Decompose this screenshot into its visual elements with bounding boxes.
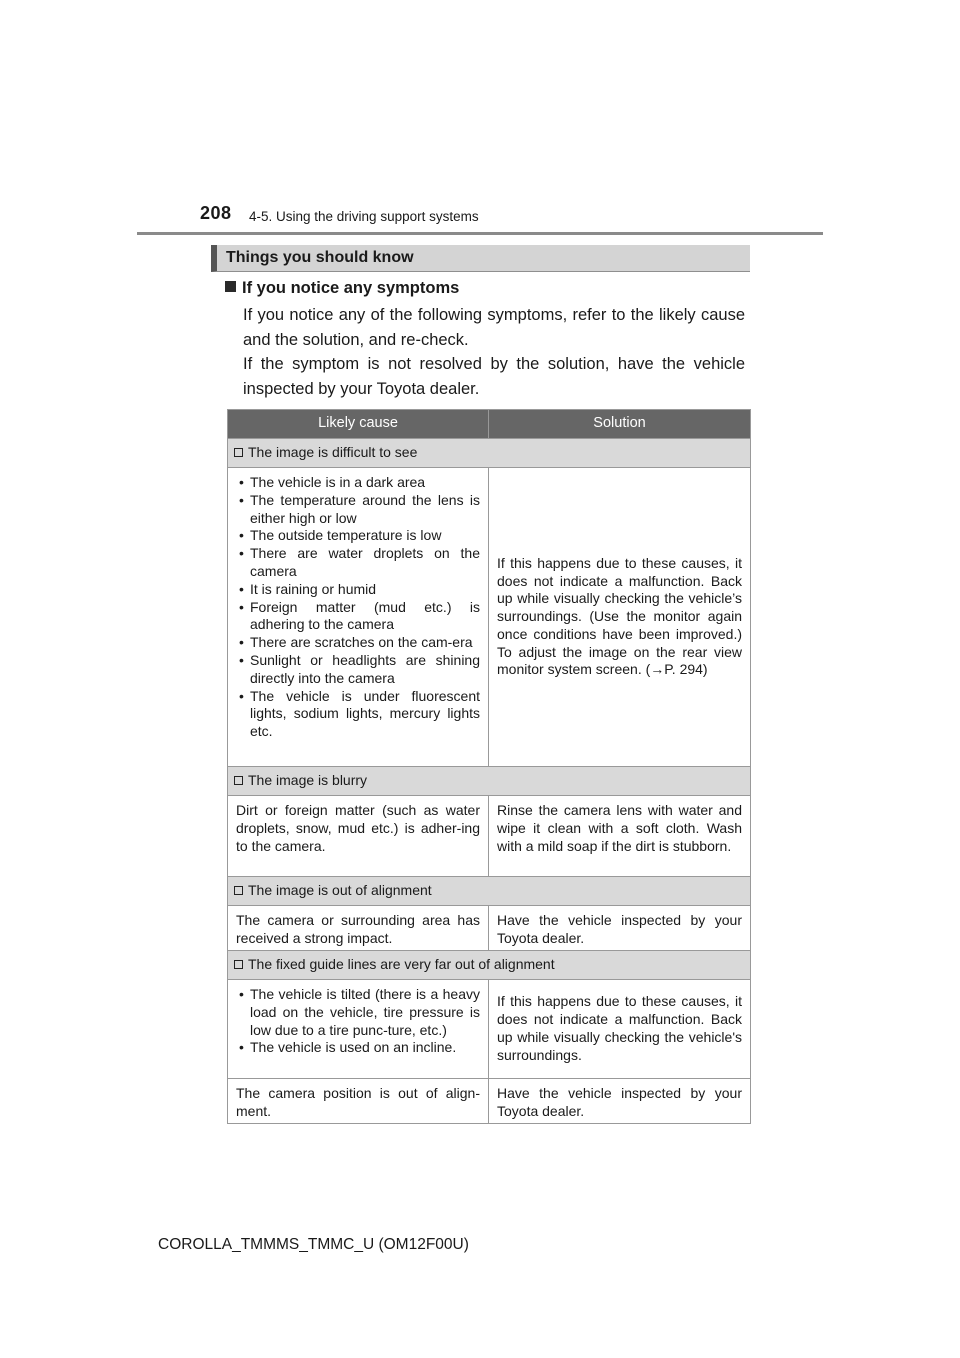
group-title: The fixed guide lines are very far out of alignment: [248, 956, 555, 973]
know-bar-label: Things you should know: [226, 249, 414, 266]
cause-cell: The camera position is out of align-ment.: [228, 1079, 489, 1124]
page-number: 208: [200, 203, 232, 223]
table-row: [228, 980, 751, 1079]
group-title: The image is difficult to see: [248, 444, 418, 461]
list-item: • The temperature around the lens is either high or low: [236, 492, 480, 528]
list-item: • There are scratches on the cam-era: [236, 634, 480, 652]
table-row: [228, 906, 751, 951]
list-item: • It is raining or humid: [236, 581, 480, 599]
solution-cell: Have the vehicle inspected by your Toyota dealer.: [489, 906, 751, 951]
checkbox-square-icon: [234, 776, 243, 785]
list-item: • Sunlight or headlights are shining directly into the camera: [236, 652, 480, 688]
group-title: The image is blurry: [248, 772, 368, 789]
intro-paragraph-2: If the symptom is not resolved by the solution, have the vehicle inspected by your Toyota dealer.: [243, 355, 745, 398]
solution-cell: If this happens due to these causes, it does not indicate a malfunction. Back up while visually checking the vehicle’s surroundings. (Use the monitor again once conditions have been improved.) To adjust the image on the rear view monitor system screen. (→P. 294): [489, 468, 751, 767]
group-row: [228, 439, 751, 468]
subheading-text: If you notice any symptoms: [242, 279, 460, 297]
list-item: • Foreign matter (mud etc.) is adhering to the camera: [236, 599, 480, 635]
table-row: [228, 468, 751, 767]
intro-paragraph-1: If you notice any of the following symptoms, refer to the likely cause and the solution, and re-check.: [243, 306, 745, 349]
group-title-cell: [228, 951, 751, 980]
symptoms-subheading: [225, 279, 459, 298]
list-item: • The vehicle is tilted (there is a heavy load on the vehicle, tire pressure is low due to a tire punc-ture, etc.): [236, 986, 480, 1039]
footer-model-code: COROLLA_TMMMS_TMMC_U (OM12F00U): [158, 1236, 469, 1253]
group-title-cell: [228, 767, 751, 796]
cause-list: [236, 474, 480, 741]
group-row: [228, 951, 751, 980]
list-item: • The outside temperature is low: [236, 527, 480, 545]
group-title-cell: [228, 439, 751, 468]
header-likely-cause: Likely cause: [228, 410, 489, 439]
list-item: • The vehicle is in a dark area: [236, 474, 480, 492]
cause-list: [236, 986, 480, 1057]
square-bullet-icon: [225, 281, 236, 292]
cause-cell: [228, 980, 489, 1079]
checkbox-square-icon: [234, 960, 243, 969]
cause-cell: Dirt or foreign matter (such as water droplets, snow, mud etc.) is adher-ing to the camera.: [228, 796, 489, 877]
checkbox-square-icon: [234, 448, 243, 457]
section-title: 4-5. Using the driving support systems: [249, 209, 479, 224]
list-item: • The vehicle is used on an incline.: [236, 1039, 480, 1057]
solution-cell: Rinse the camera lens with water and wipe it clean with a soft cloth. Wash with a mild soap if the dirt is stubborn.: [489, 796, 751, 877]
group-title-cell: [228, 877, 751, 906]
group-row: [228, 767, 751, 796]
solution-cell: Have the vehicle inspected by your Toyota dealer.: [489, 1079, 751, 1124]
cause-cell: The camera or surrounding area has received a strong impact.: [228, 906, 489, 951]
table-header-row: [228, 410, 751, 439]
group-title: The image is out of alignment: [248, 882, 432, 899]
cause-cell: [228, 468, 489, 767]
solution-cell: If this happens due to these causes, it does not indicate a malfunction. Back up while visually checking the vehicle's surroundings.: [489, 980, 751, 1079]
header-solution: Solution: [489, 410, 751, 439]
list-item: • The vehicle is under fluorescent lights, sodium lights, mercury lights etc.: [236, 688, 480, 741]
header-rule: [137, 232, 823, 235]
table-row: [228, 796, 751, 877]
list-item: • There are water droplets on the camera: [236, 545, 480, 581]
things-you-should-know-bar: [211, 245, 750, 272]
table-row: [228, 1079, 751, 1124]
group-row: [228, 877, 751, 906]
checkbox-square-icon: [234, 886, 243, 895]
symptoms-table: [227, 409, 751, 1124]
